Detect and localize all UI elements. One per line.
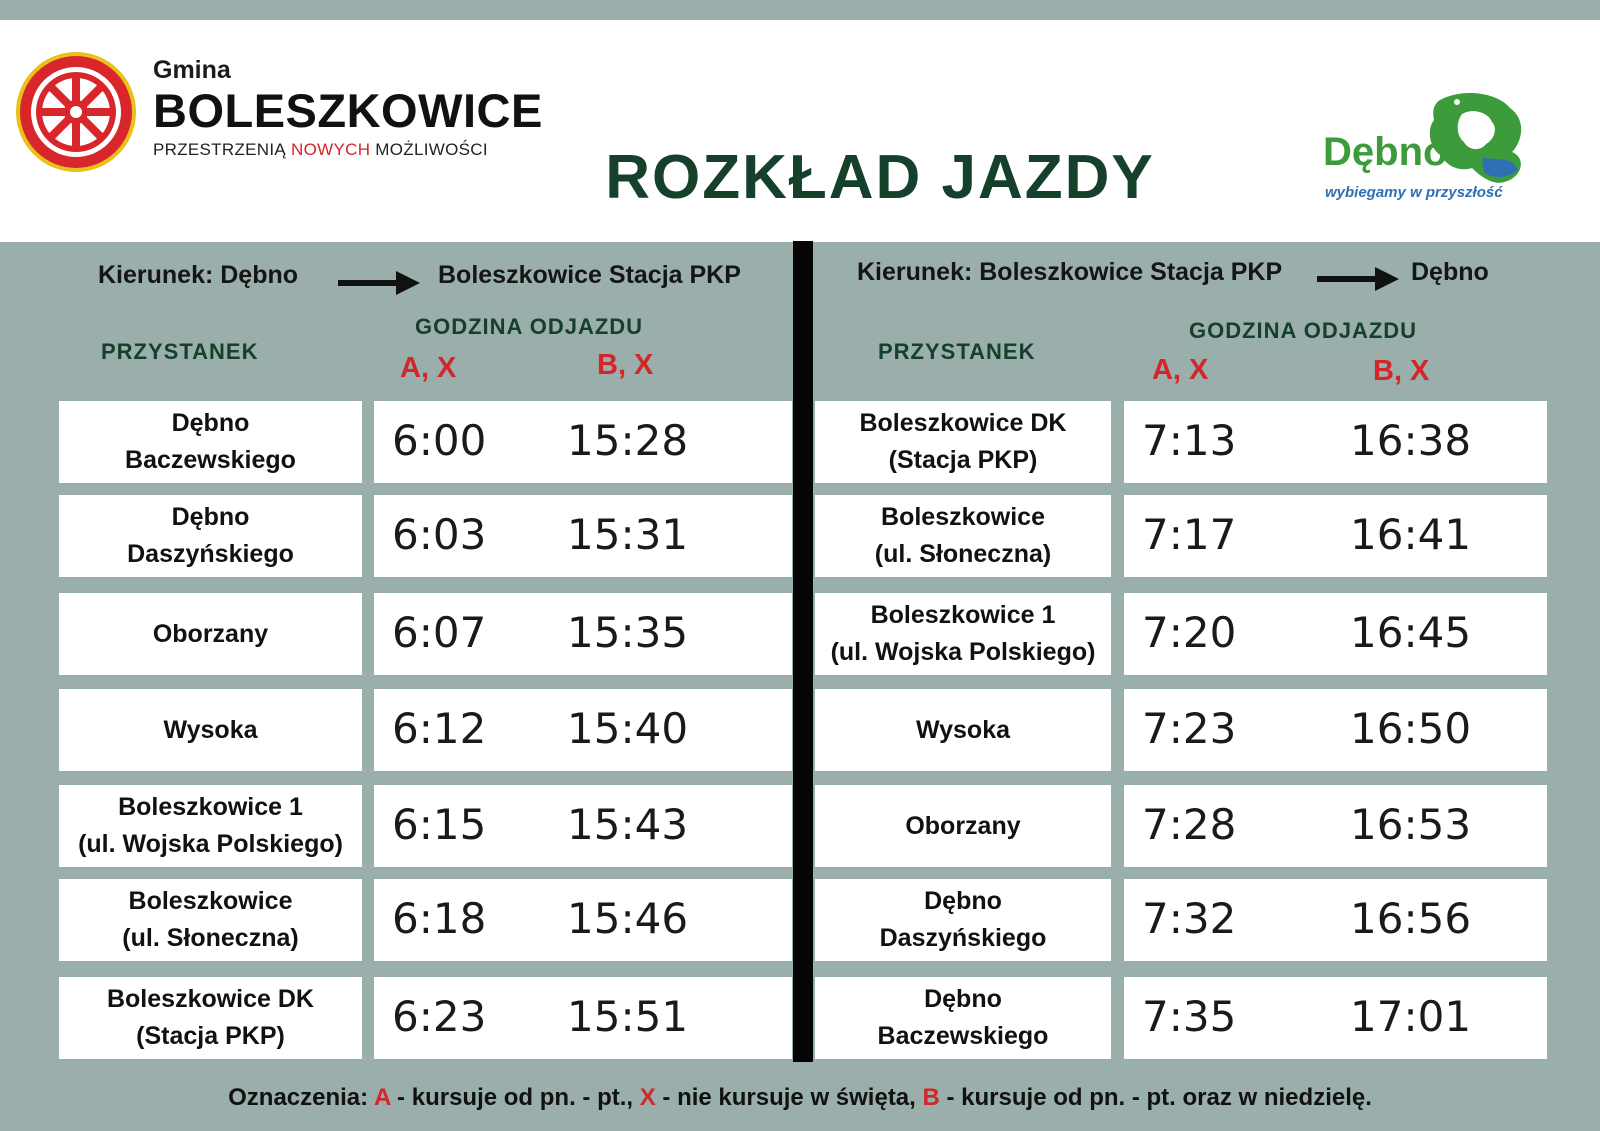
right-direction-from: Kierunek: Boleszkowice Stacja PKP xyxy=(857,258,1283,286)
right-stop-cell: Boleszkowice (ul. Słoneczna) xyxy=(815,495,1111,577)
left-time-a: 6:07 xyxy=(392,608,487,657)
left-stop-cell: Oborzany xyxy=(59,593,362,675)
left-stop-cell: Wysoka xyxy=(59,689,362,771)
left-time-a: 6:00 xyxy=(392,416,487,465)
center-divider xyxy=(793,241,813,1062)
right-time-b: 16:41 xyxy=(1350,510,1472,559)
legend: Oznaczenia: A - kursuje od pn. - pt., X - nie kursuje w święta, B - kursuje od pn. - pt. oraz w niedzielę. xyxy=(228,1084,1372,1111)
left-stop-cell: Boleszkowice (ul. Słoneczna) xyxy=(59,879,362,961)
gmina-name: BOLESZKOWICE xyxy=(153,84,543,137)
right-time-a: 7:28 xyxy=(1142,800,1237,849)
right-stop-cell: Oborzany xyxy=(815,785,1111,867)
right-time-b: 16:50 xyxy=(1350,704,1472,753)
right-variant-b: B, X xyxy=(1373,355,1430,387)
right-time-b: 16:56 xyxy=(1350,894,1472,943)
left-time-b: 15:40 xyxy=(567,704,689,753)
right-time-b: 17:01 xyxy=(1350,992,1472,1041)
right-time-a: 7:20 xyxy=(1142,608,1237,657)
left-time-a: 6:23 xyxy=(392,992,487,1041)
right-time-a: 7:13 xyxy=(1142,416,1237,465)
gmina-slogan: PRZESTRZENIĄ NOWYCH MOŻLIWOŚCI xyxy=(153,140,488,159)
right-direction-arrow-icon xyxy=(1317,265,1401,293)
left-variant-a: A, X xyxy=(400,352,457,384)
left-stop-cell: Boleszkowice 1 (ul. Wojska Polskiego) xyxy=(59,785,362,867)
right-time-a: 7:32 xyxy=(1142,894,1237,943)
right-time-b: 16:45 xyxy=(1350,608,1472,657)
left-time-a: 6:12 xyxy=(392,704,487,753)
left-time-b: 15:28 xyxy=(567,416,689,465)
right-stop-cell: Wysoka xyxy=(815,689,1111,771)
page-title: ROZKŁAD JAZDY xyxy=(605,143,1155,212)
gmina-label: Gmina xyxy=(153,56,231,84)
left-stop-cell: Dębno Baczewskiego xyxy=(59,401,362,483)
right-time-b: 16:53 xyxy=(1350,800,1472,849)
left-time-a: 6:03 xyxy=(392,510,487,559)
right-time-b: 16:38 xyxy=(1350,416,1472,465)
left-time-a: 6:18 xyxy=(392,894,487,943)
left-direction-arrow-icon xyxy=(338,269,422,297)
right-stop-cell: Boleszkowice DK (Stacja PKP) xyxy=(815,401,1111,483)
left-time-b: 15:51 xyxy=(567,992,689,1041)
right-time-a: 7:35 xyxy=(1142,992,1237,1041)
left-time-header: GODZINA ODJAZDU xyxy=(415,314,644,339)
left-time-a: 6:15 xyxy=(392,800,487,849)
left-variant-b: B, X xyxy=(597,349,654,381)
left-stop-cell: Dębno Daszyńskiego xyxy=(59,495,362,577)
left-direction-to: Boleszkowice Stacja PKP xyxy=(438,261,741,289)
left-stop-header: PRZYSTANEK xyxy=(101,339,259,364)
right-time-header: GODZINA ODJAZDU xyxy=(1189,318,1418,343)
debno-name: Dębno xyxy=(1323,130,1448,174)
left-direction-from: Kierunek: Dębno xyxy=(98,261,299,289)
right-direction-to: Dębno xyxy=(1411,258,1489,286)
right-stop-cell: Dębno Daszyńskiego xyxy=(815,879,1111,961)
right-stop-cell: Dębno Baczewskiego xyxy=(815,977,1111,1059)
left-time-b: 15:46 xyxy=(567,894,689,943)
right-variant-a: A, X xyxy=(1152,354,1209,386)
left-stop-cell: Boleszkowice DK (Stacja PKP) xyxy=(59,977,362,1059)
debno-tagline: wybiegamy w przyszłość xyxy=(1325,184,1503,201)
left-time-b: 15:43 xyxy=(567,800,689,849)
left-time-b: 15:31 xyxy=(567,510,689,559)
right-stop-cell: Boleszkowice 1 (ul. Wojska Polskiego) xyxy=(815,593,1111,675)
left-time-b: 15:35 xyxy=(567,608,689,657)
right-time-a: 7:23 xyxy=(1142,704,1237,753)
right-stop-header: PRZYSTANEK xyxy=(878,339,1036,364)
right-time-a: 7:17 xyxy=(1142,510,1237,559)
